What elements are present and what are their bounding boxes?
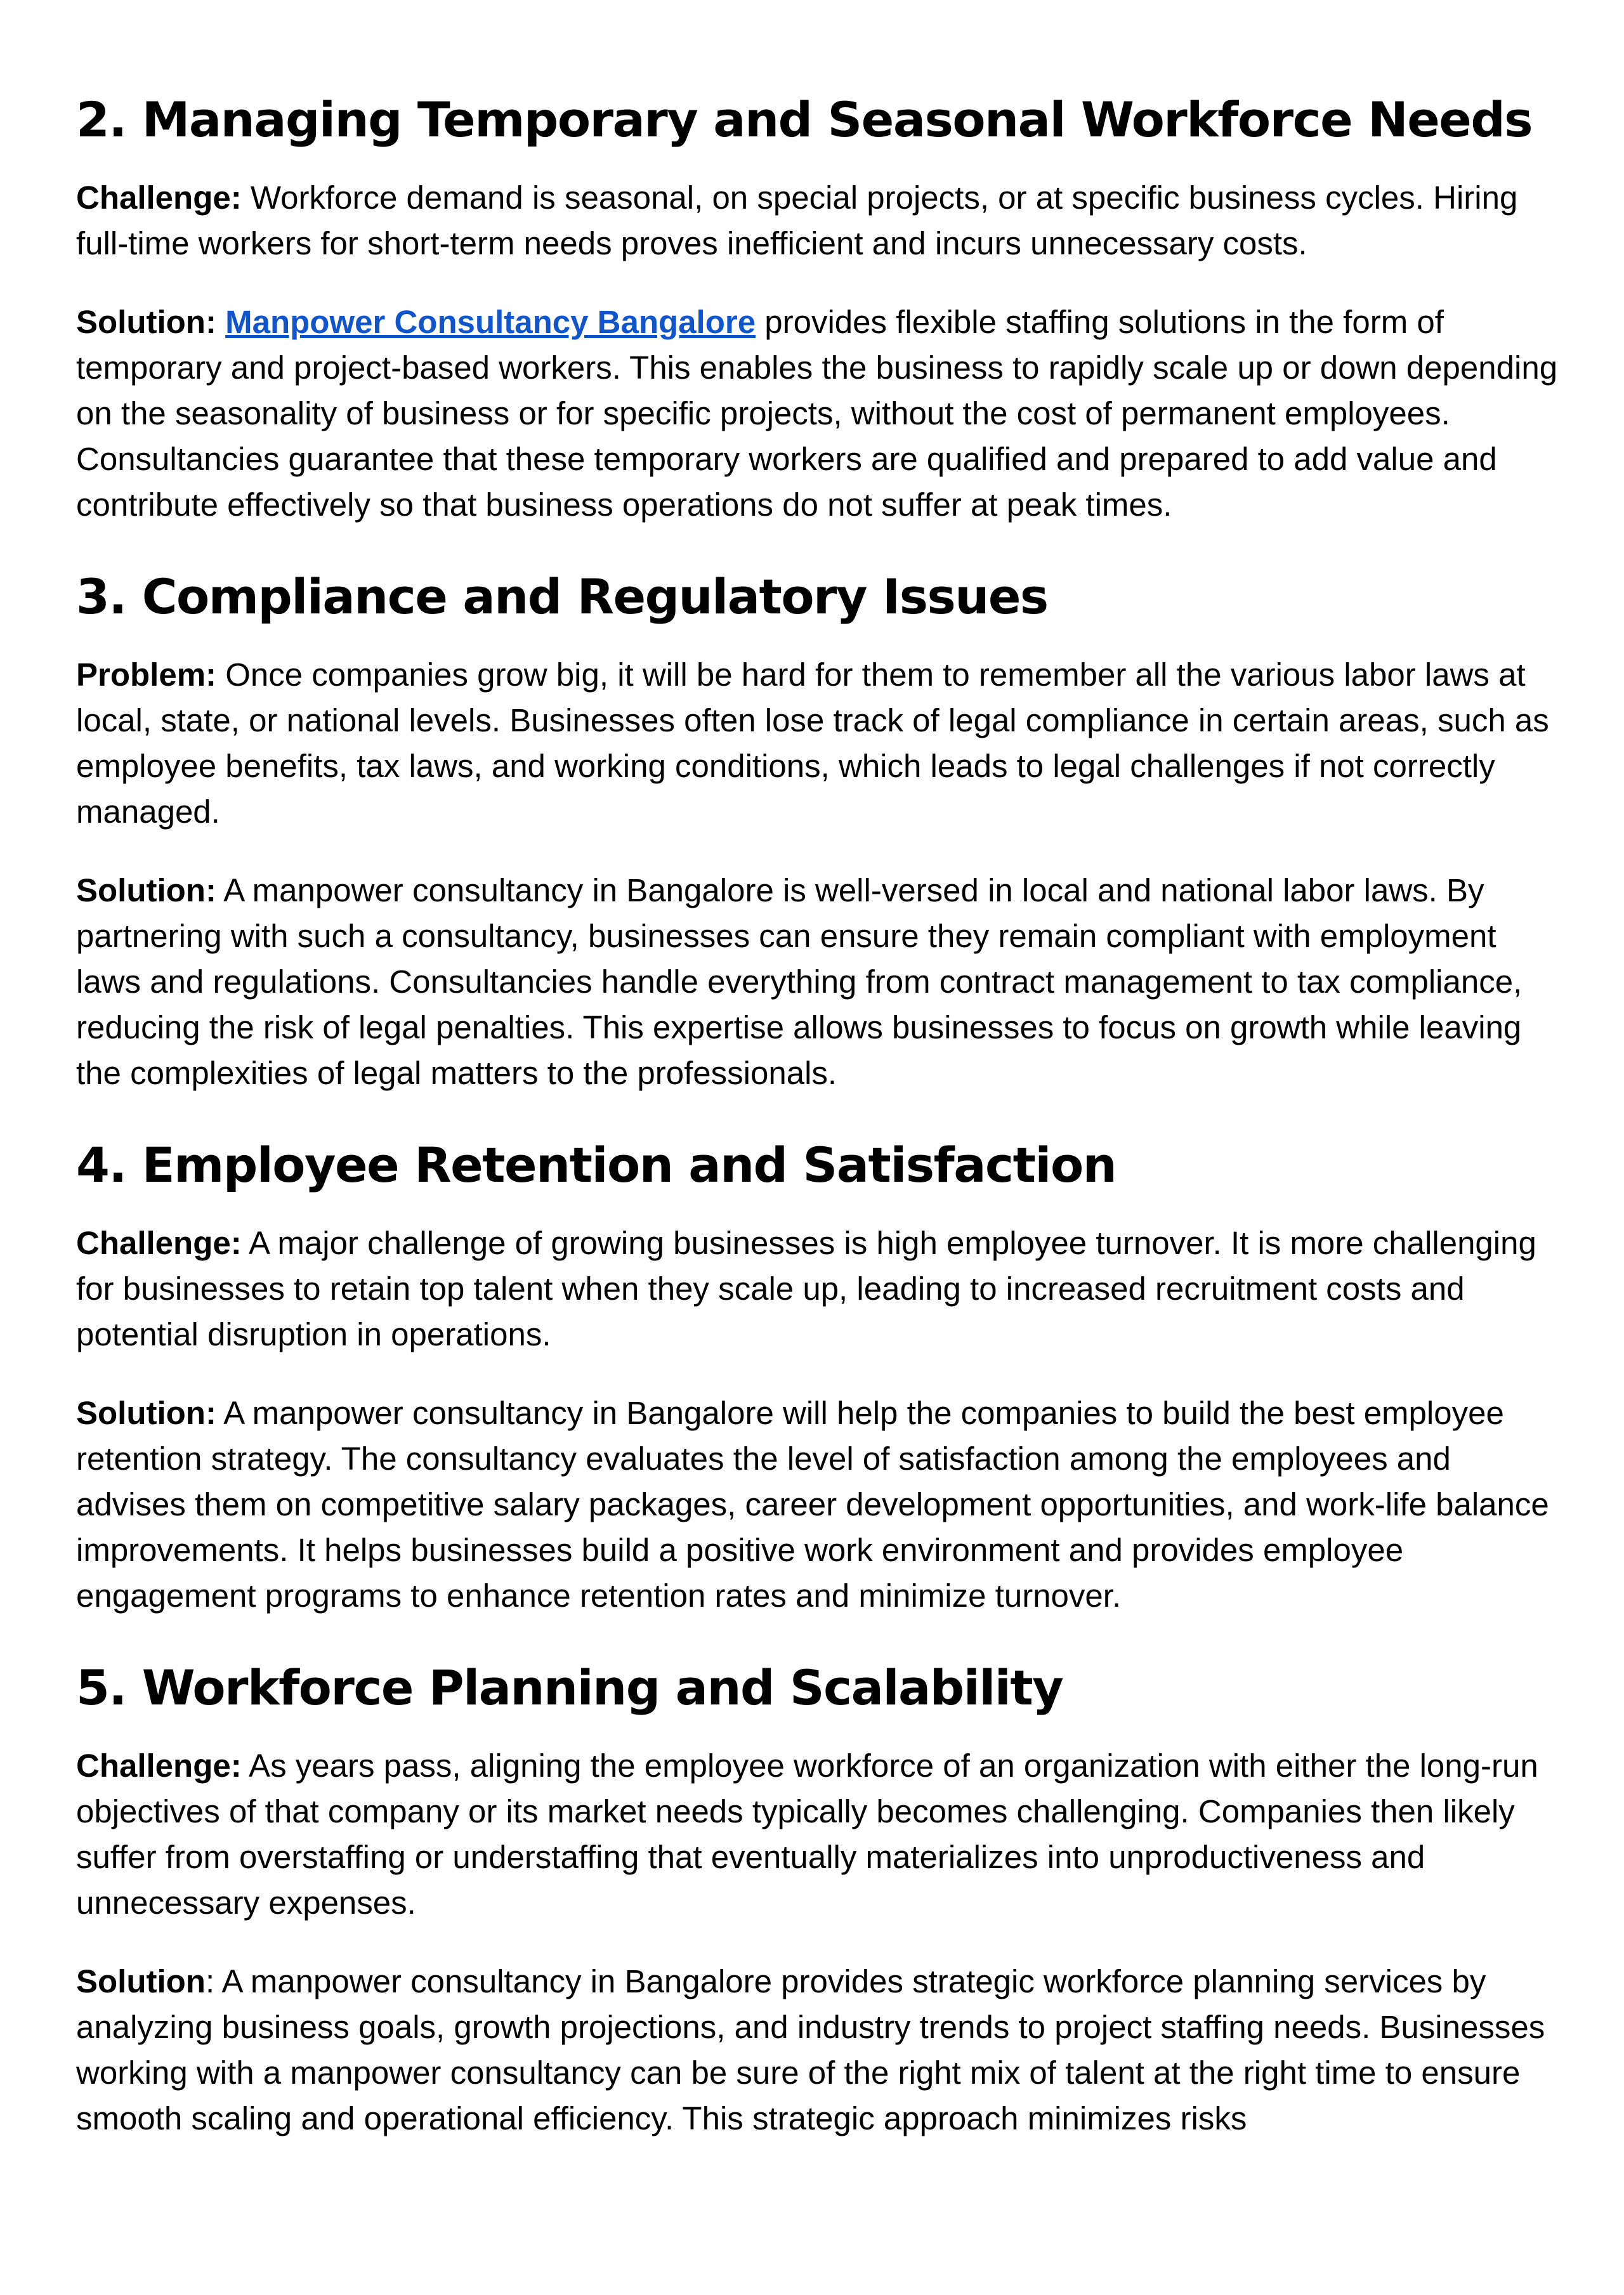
- solution-paragraph: [76, 1959, 1558, 2141]
- paragraph-text: provides flexible staffing solutions in the form of temporary and project-based workers. This enables the business to rapidly scale up or down depending on the seasonality of business or for specific projects, without the cost of permanent employees. Consultancies guarantee that these temporary workers are qualified and prepared to add value and contribute effectively so that business operations do not suffer at peak times.: [76, 304, 1558, 523]
- paragraph-label: Solution: [76, 1963, 206, 1999]
- challenge-paragraph: [76, 175, 1558, 266]
- solution-paragraph: [76, 868, 1558, 1096]
- document-page: [76, 90, 1558, 2141]
- paragraph-label: Solution:: [76, 1395, 216, 1431]
- paragraph-text: As years pass, aligning the employee workforce of an organization with either the long-run objectives of that company or its market needs typically becomes challenging. Companies then likely suffer from overstaffing or understaffing that eventually materializes into unproductiveness and unnecessary expenses.: [76, 1748, 1538, 1921]
- paragraph-label: Problem:: [76, 657, 217, 693]
- paragraph-text: A manpower consultancy in Bangalore is well-versed in local and national labor laws. By partnering with such a consultancy, businesses can ensure they remain compliant with employment laws and regulations. Consultancies handle everything from contract management to tax compliance, reducing the risk of legal penalties. This expertise allows businesses to focus on growth while leaving the complexities of legal matters to the professionals.: [76, 872, 1522, 1091]
- section-heading: 2. Managing Temporary and Seasonal Workforce Needs: [76, 91, 1532, 148]
- problem-paragraph: [76, 652, 1558, 835]
- paragraph-text: Workforce demand is seasonal, on special projects, or at specific business cycles. Hiring full-time workers for short-term needs proves inefficient and incurs unnecessary costs.: [76, 180, 1518, 261]
- challenge-paragraph: [76, 1743, 1558, 1926]
- section-temporary-seasonal-workforce: [76, 90, 1558, 528]
- section-heading: 5. Workforce Planning and Scalability: [76, 1659, 1063, 1716]
- section-employee-retention: [76, 1135, 1558, 1619]
- solution-paragraph: [76, 299, 1558, 528]
- solution-paragraph: [76, 1390, 1558, 1619]
- paragraph-label: Challenge:: [76, 180, 242, 216]
- paragraph-text: A manpower consultancy in Bangalore will help the companies to build the best employee retention strategy. The consultancy evaluates the level of satisfaction among the employees and advises them on competitive salary packages, career development opportunities, and work-life balance improvements. It helps businesses build a positive work environment and provides employee engagement programs to enhance retention rates and minimize turnover.: [76, 1395, 1549, 1614]
- manpower-consultancy-link[interactable]: Manpower Consultancy Bangalore: [225, 304, 756, 340]
- paragraph-label: Solution:: [76, 872, 216, 908]
- section-workforce-planning: [76, 1658, 1558, 2141]
- paragraph-text: A major challenge of growing businesses is high employee turnover. It is more challenging for businesses to retain top talent when they scale up, leading to increased recruitment costs and potential disruption in operations.: [76, 1225, 1536, 1352]
- paragraph-label: Solution:: [76, 304, 216, 340]
- paragraph-text: Once companies grow big, it will be hard for them to remember all the various labor laws at local, state, or national levels. Businesses often lose track of legal compliance in certain areas, such as employee benefits, tax laws, and working conditions, which leads to legal challenges if not correctly managed.: [76, 657, 1549, 830]
- section-compliance-regulatory: [76, 567, 1558, 1096]
- section-heading: 4. Employee Retention and Satisfaction: [76, 1137, 1116, 1193]
- paragraph-text: : A manpower consultancy in Bangalore provides strategic workforce planning services by analyzing business goals, growth projections, and industry trends to project staffing needs. Businesses working with a manpower consultancy can be sure of the right mix of talent at the right time to ensure smooth scaling and operational efficiency. This strategic approach minimizes risks: [76, 1963, 1545, 2136]
- challenge-paragraph: [76, 1220, 1558, 1357]
- section-heading: 3. Compliance and Regulatory Issues: [76, 568, 1048, 625]
- paragraph-label: Challenge:: [76, 1748, 242, 1784]
- paragraph-label: Challenge:: [76, 1225, 242, 1261]
